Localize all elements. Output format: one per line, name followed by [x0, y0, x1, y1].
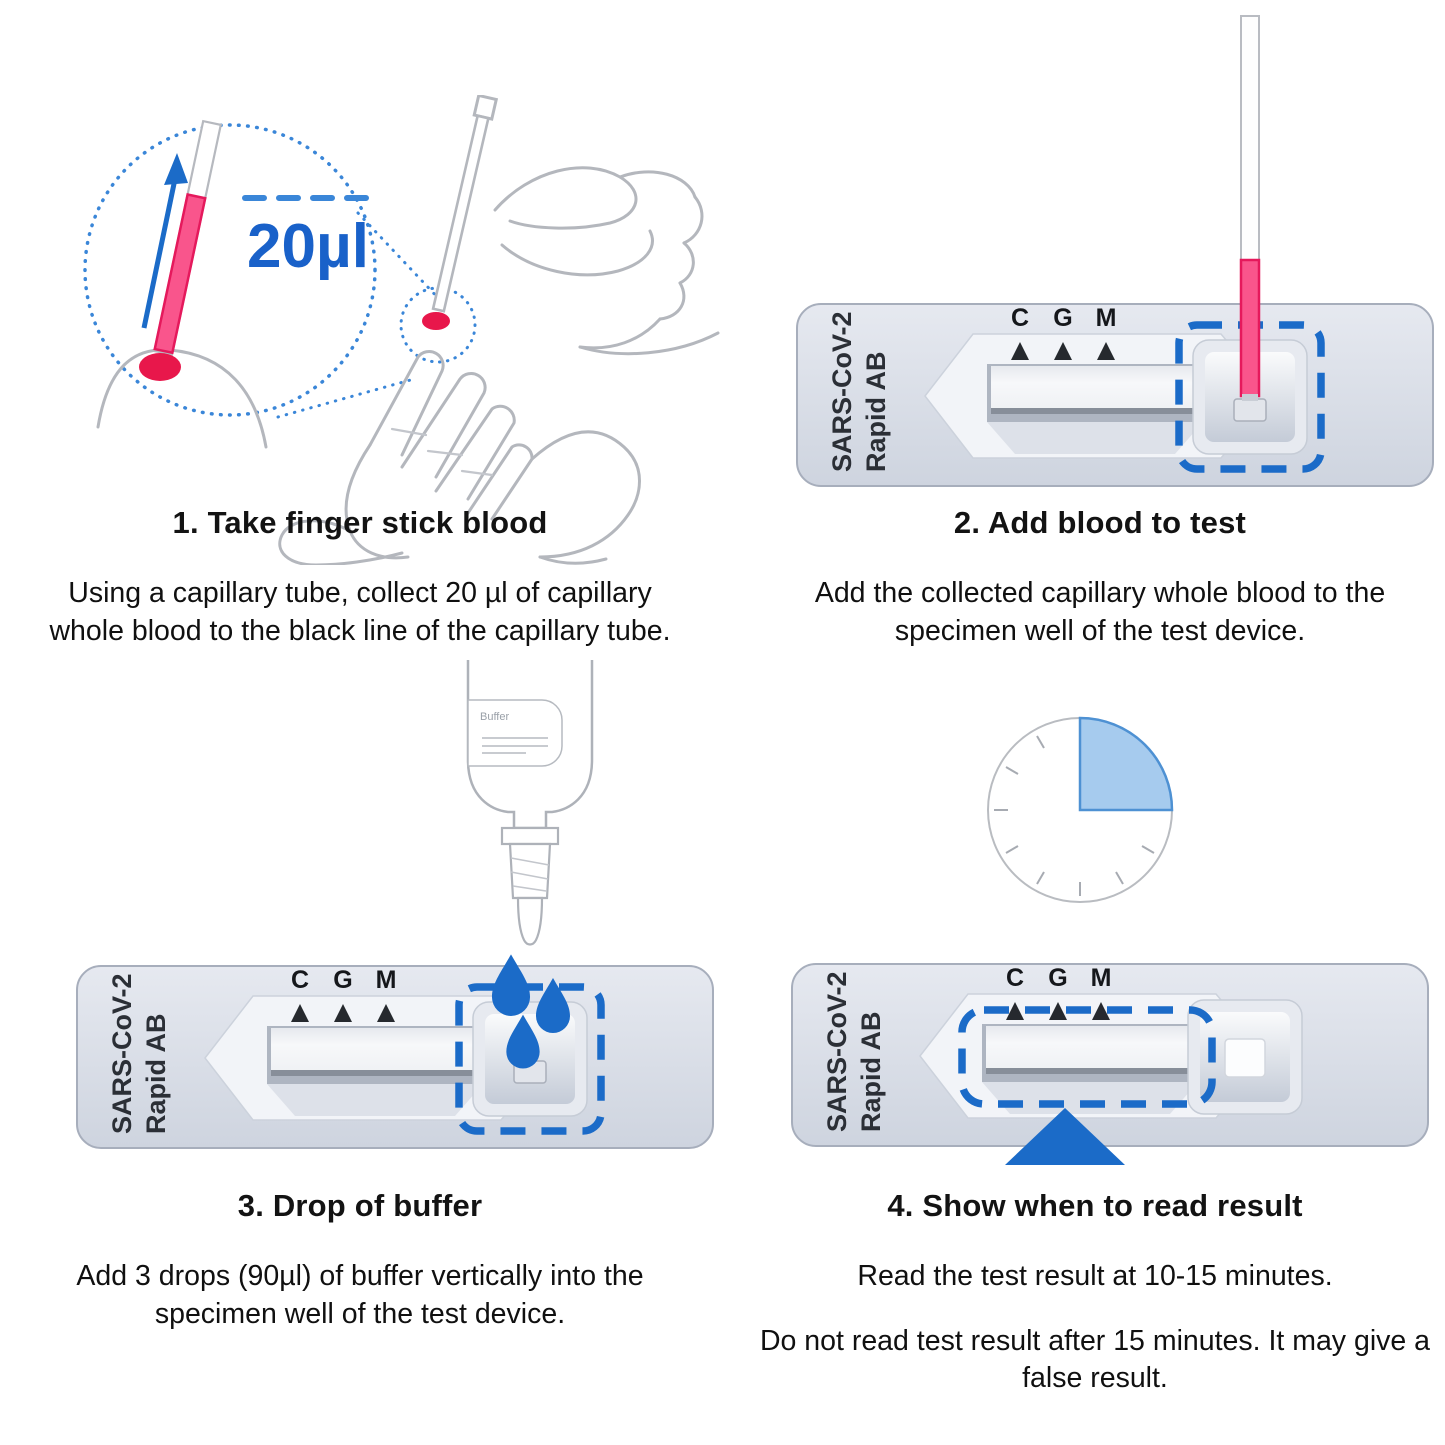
- device-name-line2: Rapid AB: [861, 351, 891, 472]
- read-result-illustration: [760, 660, 1440, 1180]
- result-window: [987, 364, 1203, 454]
- capillary-tube-vertical: [1241, 16, 1259, 401]
- magnifier-connector-top: [358, 213, 440, 300]
- device-name-line2: Rapid AB: [141, 1013, 171, 1134]
- finger-stick-illustration: [40, 95, 720, 565]
- bottle-dropper-tip: [518, 898, 542, 945]
- test-cassette: [792, 964, 1428, 1146]
- capillary-tube-in-hand: [430, 95, 497, 311]
- buffer-bottle: [468, 660, 592, 945]
- step4-body1: Read the test result at 10-15 minutes.: [857, 1260, 1333, 1292]
- step1-body: Using a capillary tube, collect 20 µl of capillary whole blood to the black line of the capillary tube.: [49, 577, 671, 647]
- step4-caption: [755, 1188, 1435, 1425]
- step2-caption: [765, 505, 1435, 677]
- marker-m-label: M: [1095, 304, 1117, 332]
- buffer-drop-icon: [492, 954, 530, 1016]
- result-window: [267, 1026, 483, 1116]
- marker-m-label: M: [375, 966, 397, 994]
- device-name-line1: SARS-CoV-2: [107, 973, 137, 1134]
- blood-drop-finger-icon: [422, 312, 450, 330]
- step3-title: 3. Drop of buffer: [237, 1188, 483, 1223]
- marker-c-label: C: [1005, 964, 1025, 992]
- test-cassette: [797, 304, 1433, 486]
- device-name-line2: Rapid AB: [856, 1011, 886, 1132]
- timer-clock-icon: [988, 718, 1172, 902]
- marker-c-label: C: [290, 966, 310, 994]
- marker-c-label: C: [1010, 304, 1030, 332]
- bottle-label-text: Buffer: [480, 711, 510, 723]
- step4-body2: Do not read test result after 15 minutes. It may give a false result.: [759, 1324, 1431, 1395]
- fingertip-outline: [98, 350, 266, 447]
- marker-g-label: G: [1048, 964, 1068, 992]
- volume-label: 20µl: [247, 212, 369, 281]
- buffer-drop-illustration: [40, 660, 720, 1160]
- blood-drop-magnified-icon: [139, 353, 181, 381]
- bottle-collar: [502, 828, 558, 844]
- device-name-line1: SARS-CoV-2: [827, 311, 857, 472]
- add-blood-illustration: [780, 10, 1440, 490]
- bottle-label: [468, 700, 562, 766]
- clock-quarter-sector: [1080, 718, 1172, 810]
- test-cassette: [77, 966, 713, 1148]
- device-name-line1: SARS-CoV-2: [822, 971, 852, 1132]
- step2-title: 2. Add blood to test: [953, 505, 1247, 540]
- step1-title: 1. Take finger stick blood: [172, 505, 548, 540]
- step1-caption: [30, 505, 690, 677]
- holding-hand-outline: [495, 168, 718, 354]
- step3-caption: [30, 1188, 690, 1360]
- marker-m-label: M: [1090, 964, 1112, 992]
- step3-body: Add 3 drops (90µl) of buffer vertically into the specimen well of the test device.: [76, 1260, 644, 1330]
- step4-title: 4. Show when to read result: [887, 1188, 1303, 1223]
- marker-g-label: G: [333, 966, 353, 994]
- step2-body: Add the collected capillary whole blood to the specimen well of the test device.: [814, 577, 1386, 647]
- marker-g-label: G: [1053, 304, 1073, 332]
